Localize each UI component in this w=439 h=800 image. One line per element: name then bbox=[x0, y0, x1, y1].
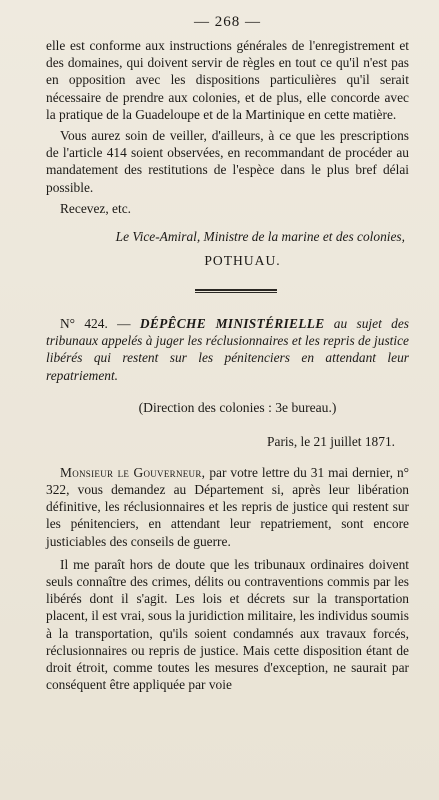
letter-paragraph-1-text: par votre lettre du 31 mai dernier, n° 322, vous demandez au Département si, après leur libération définitive, les réclusionnaires et les repris de justice qui restent sur les pénitenciers, en attendant leur repatriement, sont encore justiciables des conseils de guerre. bbox=[46, 464, 409, 549]
dispatch-subject: au sujet des tribunaux appelés à juger les réclusionnaires et les repris de justice libérés qui restent sur les pénitenciers en attendant leur repatriement. bbox=[46, 316, 409, 383]
dispatch-number: N° 424. — bbox=[60, 316, 131, 332]
section-divider-thin bbox=[195, 292, 277, 293]
letter-paragraph-2: Il me paraît hors de doute que les tribunaux ordinaires doivent seuls connaître des crimes, délits ou contraventions commis par les libérés dont il s'agit. Les lois et décrets sur la transportation placent, il est vrai, sous la juridiction militaire, les individus soumis à la transportation, qu'ils soient condamnés aux travaux forcés, réclusionnaires ou repris de justice. Mais cette disposition étant de droit étroit, comme toutes les mesures d'exception, ne saurait par conséquent être appliquée par voie bbox=[46, 556, 409, 693]
dispatch-heading bbox=[46, 315, 409, 384]
signature-title: Le Vice-Amiral, Ministre de la marine et des colonies, bbox=[115, 229, 405, 245]
direction-line: (Direction des colonies : 3e bureau.) bbox=[138, 399, 337, 415]
letter-salutation: Monsieur le Gouverneur, bbox=[60, 464, 206, 480]
page-number: — 268 — bbox=[194, 14, 261, 30]
section-divider bbox=[195, 289, 277, 291]
signature-name: POTHUAU. bbox=[204, 253, 281, 269]
letter-paragraph-1 bbox=[46, 464, 409, 550]
paragraph-closing: Recevez, etc. bbox=[60, 200, 131, 216]
dateline: Paris, le 21 juillet 1871. bbox=[267, 433, 395, 449]
paragraph-continuation: elle est conforme aux instructions générales de l'enregistrement et des domaines, qui doivent servir de règles en tout ce qu'il n'est pas en opposition avec les dispositions particulières qu'il serait nécessaire de prendre aux colonies, et de plus, elle concorde avec la pratique de la Guadeloupe et de la Martinique en cette matière. bbox=[46, 38, 409, 122]
paragraph-instructions: Vous aurez soin de veiller, d'ailleurs, à ce que les prescriptions de l'article 414 soient observées, en recommandant de procéder au mandatement des restitutions de l'espèce dans le plus bref délai possible. bbox=[46, 128, 409, 195]
dispatch-title: DÉPÊCHE MINISTÉRIELLE bbox=[139, 316, 325, 332]
